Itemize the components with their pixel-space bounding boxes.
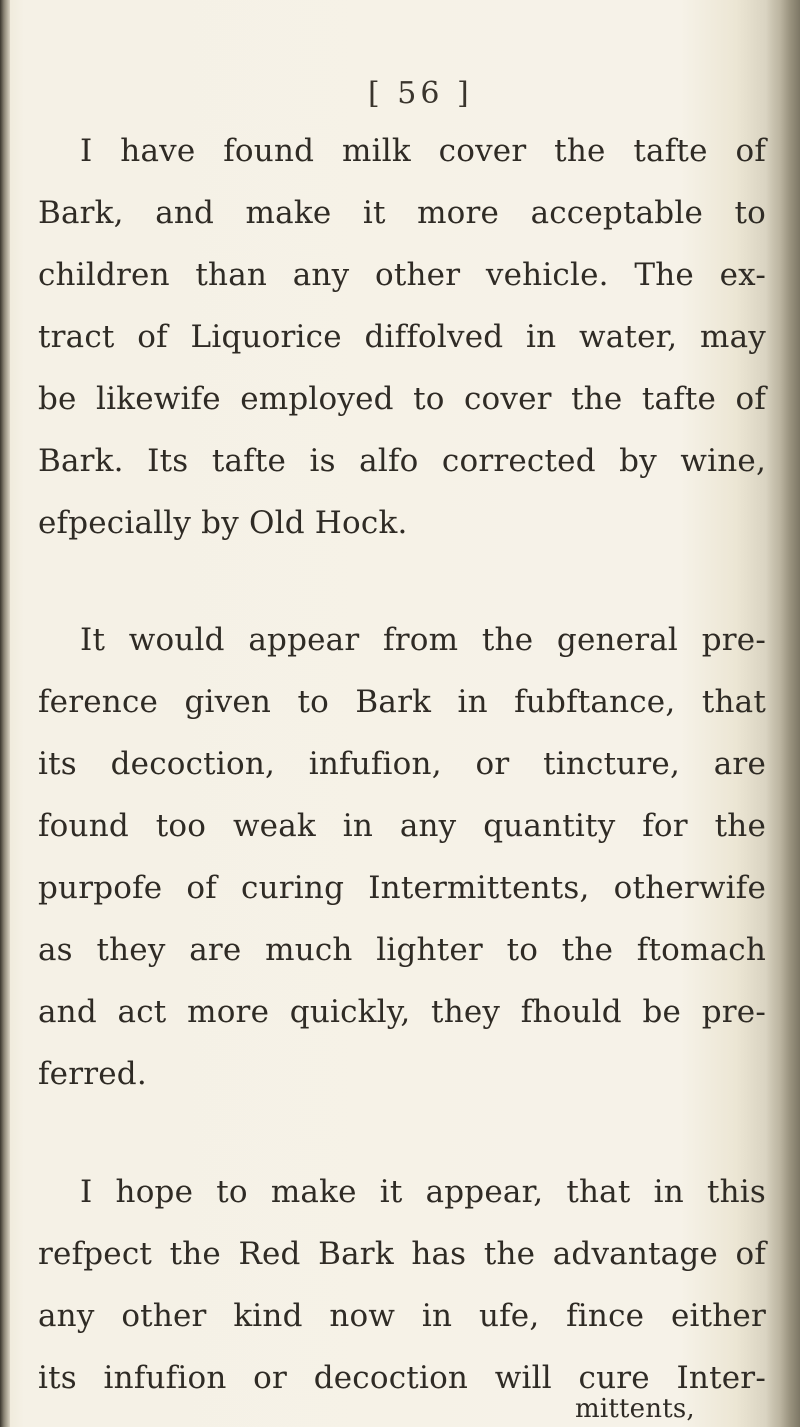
paragraph-2-line-8: ferred. [38, 1056, 147, 1092]
paragraph-1-line-6: Bark. Its tafte is alfo corrected by wine, [38, 443, 766, 479]
paragraph-3-line-1: I hope to make it appear, that in this [80, 1174, 766, 1210]
paragraph-2-line-6: as they are much lighter to the ftomach [38, 932, 766, 968]
paragraph-2-line-4: found too weak in any quantity for the [38, 808, 766, 844]
paragraph-2-line-5: purpofe of curing Intermittents, otherwife [38, 870, 766, 906]
paragraph-1-line-4: tract of Liquorice diffolved in water, may [38, 319, 766, 355]
catchword: mittents, [575, 1394, 695, 1424]
paragraph-1-line-1: I have found milk cover the tafte of [80, 133, 766, 169]
binding-edge [0, 0, 10, 1427]
paragraph-3-line-2: refpect the Red Bark has the advantage of [38, 1236, 766, 1272]
page-edge-shadow [766, 0, 800, 1427]
paragraph-3-line-3: any other kind now in ufe, fince either [38, 1298, 766, 1334]
paragraph-1-line-3: children than any other vehicle. The ex- [38, 257, 766, 293]
paragraph-2-line-3: its decoction, infufion, or tincture, are [38, 746, 766, 782]
paragraph-2-line-7: and act more quickly, they fhould be pre- [38, 994, 766, 1030]
paragraph-1-line-5: be likewife employed to cover the tafte of [38, 381, 766, 417]
paragraph-2-line-1: It would appear from the general pre- [80, 622, 766, 658]
paragraph-2-line-2: ference given to Bark in fubftance, that [38, 684, 766, 720]
paragraph-3-line-4: its infufion or decoction will cure Inter- [38, 1360, 766, 1396]
paragraph-1-line-2: Bark, and make it more acceptable to [38, 195, 766, 231]
paragraph-1-line-7: efpecially by Old Hock. [38, 505, 408, 541]
page-number: [ 56 ] [368, 76, 473, 111]
